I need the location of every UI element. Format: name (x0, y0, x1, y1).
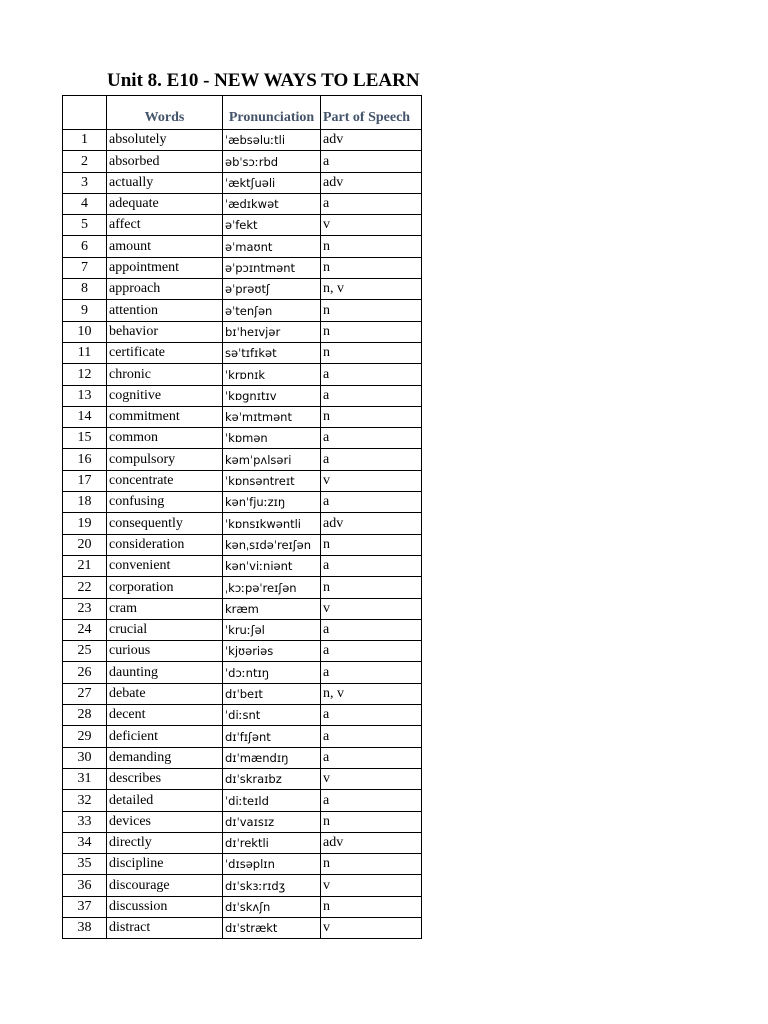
row-word: directly (107, 832, 223, 853)
row-number: 20 (63, 534, 107, 555)
row-word: cognitive (107, 385, 223, 406)
table-row (63, 385, 422, 406)
table-row (63, 236, 422, 257)
row-number: 26 (63, 662, 107, 683)
row-word: commitment (107, 406, 223, 427)
table-row (63, 896, 422, 917)
row-part-of-speech: n (321, 811, 422, 832)
table-row (63, 279, 422, 300)
row-number: 23 (63, 598, 107, 619)
row-part-of-speech: n (321, 342, 422, 363)
table-row (63, 641, 422, 662)
row-number: 37 (63, 896, 107, 917)
row-pronunciation: dɪˈskɜːrɪdʒ (223, 875, 321, 896)
row-number: 10 (63, 321, 107, 342)
table-row (63, 534, 422, 555)
table-row (63, 790, 422, 811)
row-part-of-speech: a (321, 385, 422, 406)
row-word: curious (107, 641, 223, 662)
row-part-of-speech: v (321, 917, 422, 938)
row-number: 38 (63, 917, 107, 938)
row-word: deficient (107, 726, 223, 747)
row-number: 3 (63, 172, 107, 193)
row-word: chronic (107, 364, 223, 385)
table-row (63, 470, 422, 491)
row-number: 21 (63, 555, 107, 576)
row-pronunciation: ˈkɒgnɪtɪv (223, 385, 321, 406)
row-word: consideration (107, 534, 223, 555)
row-word: approach (107, 279, 223, 300)
row-word: certificate (107, 342, 223, 363)
header-part-of-speech: Part of Speech (321, 96, 422, 130)
row-pronunciation: kəˈmɪtmənt (223, 406, 321, 427)
row-word: detailed (107, 790, 223, 811)
row-word: discussion (107, 896, 223, 917)
row-word: discourage (107, 875, 223, 896)
row-pronunciation: dɪˈstrækt (223, 917, 321, 938)
row-part-of-speech: n (321, 896, 422, 917)
table-row (63, 662, 422, 683)
row-number: 24 (63, 619, 107, 640)
row-part-of-speech: a (321, 364, 422, 385)
row-part-of-speech: v (321, 470, 422, 491)
row-part-of-speech: n (321, 577, 422, 598)
row-pronunciation: kənˌsɪdəˈreɪʃən (223, 534, 321, 555)
row-number: 32 (63, 790, 107, 811)
row-number: 30 (63, 747, 107, 768)
header-pronunciation: Pronunciation (223, 96, 321, 130)
row-pronunciation: səˈtɪfɪkət (223, 342, 321, 363)
table-row (63, 875, 422, 896)
row-word: confusing (107, 492, 223, 513)
row-part-of-speech: a (321, 790, 422, 811)
row-number: 6 (63, 236, 107, 257)
row-word: compulsory (107, 449, 223, 470)
row-pronunciation: bɪˈheɪvjər (223, 321, 321, 342)
row-pronunciation: ˈkruːʃəl (223, 619, 321, 640)
row-part-of-speech: n (321, 854, 422, 875)
row-number: 1 (63, 130, 107, 151)
row-pronunciation: ˈdɪsəplɪn (223, 854, 321, 875)
row-pronunciation: əbˈsɔːrbd (223, 151, 321, 172)
row-part-of-speech: n (321, 321, 422, 342)
row-number: 2 (63, 151, 107, 172)
table-row (63, 172, 422, 193)
row-word: amount (107, 236, 223, 257)
row-part-of-speech: n (321, 300, 422, 321)
document-title: Unit 8. E10 - NEW WAYS TO LEARN (107, 70, 420, 91)
table-row (63, 215, 422, 236)
table-row (63, 555, 422, 576)
row-word: demanding (107, 747, 223, 768)
row-part-of-speech: a (321, 555, 422, 576)
table-row (63, 193, 422, 214)
table-row (63, 428, 422, 449)
row-word: crucial (107, 619, 223, 640)
row-number: 33 (63, 811, 107, 832)
row-number: 17 (63, 470, 107, 491)
table-row (63, 619, 422, 640)
row-pronunciation: ˈkrɒnɪk (223, 364, 321, 385)
row-pronunciation: ˈkɒnsɪkwəntli (223, 513, 321, 534)
row-part-of-speech: adv (321, 130, 422, 151)
row-pronunciation: kræm (223, 598, 321, 619)
row-word: common (107, 428, 223, 449)
row-word: attention (107, 300, 223, 321)
row-pronunciation: dɪˈskraɪbz (223, 768, 321, 789)
row-number: 25 (63, 641, 107, 662)
vocabulary-table (62, 95, 422, 939)
row-number: 35 (63, 854, 107, 875)
row-part-of-speech: n, v (321, 683, 422, 704)
table-row (63, 406, 422, 427)
row-pronunciation: ˌkɔːpəˈreɪʃən (223, 577, 321, 598)
row-number: 18 (63, 492, 107, 513)
row-number: 19 (63, 513, 107, 534)
row-word: absorbed (107, 151, 223, 172)
table-row (63, 321, 422, 342)
row-pronunciation: əˈmaʊnt (223, 236, 321, 257)
row-number: 8 (63, 279, 107, 300)
row-word: decent (107, 705, 223, 726)
row-pronunciation: əˈtenʃən (223, 300, 321, 321)
table-row (63, 513, 422, 534)
row-number: 15 (63, 428, 107, 449)
row-part-of-speech: adv (321, 172, 422, 193)
row-pronunciation: dɪˈrektli (223, 832, 321, 853)
row-number: 9 (63, 300, 107, 321)
row-part-of-speech: a (321, 492, 422, 513)
header-number (63, 96, 107, 130)
header-words: Words (107, 96, 223, 130)
row-part-of-speech: a (321, 747, 422, 768)
table-row (63, 300, 422, 321)
row-word: debate (107, 683, 223, 704)
row-number: 13 (63, 385, 107, 406)
row-word: convenient (107, 555, 223, 576)
table-row (63, 811, 422, 832)
row-number: 34 (63, 832, 107, 853)
row-pronunciation: əˈpɔɪntmənt (223, 257, 321, 278)
row-word: corporation (107, 577, 223, 598)
row-pronunciation: dɪˈskʌʃn (223, 896, 321, 917)
table-row (63, 726, 422, 747)
row-number: 4 (63, 193, 107, 214)
row-word: distract (107, 917, 223, 938)
row-pronunciation: ˈdiːsnt (223, 705, 321, 726)
row-word: daunting (107, 662, 223, 683)
row-part-of-speech: v (321, 598, 422, 619)
row-pronunciation: dɪˈvaɪsɪz (223, 811, 321, 832)
row-part-of-speech: a (321, 193, 422, 214)
row-pronunciation: ˈæbsəluːtli (223, 130, 321, 151)
row-word: consequently (107, 513, 223, 534)
table-row (63, 364, 422, 385)
row-number: 27 (63, 683, 107, 704)
table-row (63, 449, 422, 470)
row-pronunciation: kənˈviːniənt (223, 555, 321, 576)
row-part-of-speech: a (321, 151, 422, 172)
row-part-of-speech: a (321, 449, 422, 470)
row-number: 11 (63, 342, 107, 363)
row-number: 31 (63, 768, 107, 789)
row-number: 7 (63, 257, 107, 278)
row-part-of-speech: a (321, 619, 422, 640)
table-row (63, 130, 422, 151)
row-number: 29 (63, 726, 107, 747)
row-word: concentrate (107, 470, 223, 491)
row-number: 22 (63, 577, 107, 598)
table-row (63, 151, 422, 172)
row-pronunciation: əˈfekt (223, 215, 321, 236)
row-number: 28 (63, 705, 107, 726)
row-pronunciation: ˈdiːteɪld (223, 790, 321, 811)
table-row (63, 747, 422, 768)
row-part-of-speech: a (321, 662, 422, 683)
table-row (63, 342, 422, 363)
row-pronunciation: ˈædɪkwət (223, 193, 321, 214)
row-word: actually (107, 172, 223, 193)
row-part-of-speech: n (321, 257, 422, 278)
row-pronunciation: dɪˈfɪʃənt (223, 726, 321, 747)
row-part-of-speech: v (321, 215, 422, 236)
table-row (63, 577, 422, 598)
row-number: 12 (63, 364, 107, 385)
row-word: adequate (107, 193, 223, 214)
row-part-of-speech: v (321, 768, 422, 789)
table-row (63, 832, 422, 853)
table-row (63, 854, 422, 875)
row-word: behavior (107, 321, 223, 342)
row-pronunciation: dɪˈbeɪt (223, 683, 321, 704)
row-word: discipline (107, 854, 223, 875)
row-part-of-speech: adv (321, 513, 422, 534)
row-part-of-speech: v (321, 875, 422, 896)
row-pronunciation: kəmˈpʌlsəri (223, 449, 321, 470)
row-pronunciation: əˈprəʊtʃ (223, 279, 321, 300)
row-pronunciation: ˈæktʃuəli (223, 172, 321, 193)
row-word: cram (107, 598, 223, 619)
row-part-of-speech: a (321, 428, 422, 449)
row-part-of-speech: n, v (321, 279, 422, 300)
row-word: appointment (107, 257, 223, 278)
row-pronunciation: ˈkjʊəriəs (223, 641, 321, 662)
table-row (63, 683, 422, 704)
row-pronunciation: ˈkɒnsəntreɪt (223, 470, 321, 491)
row-number: 16 (63, 449, 107, 470)
row-word: affect (107, 215, 223, 236)
table-row (63, 917, 422, 938)
row-part-of-speech: a (321, 726, 422, 747)
table-row (63, 705, 422, 726)
row-word: describes (107, 768, 223, 789)
row-part-of-speech: n (321, 236, 422, 257)
row-part-of-speech: n (321, 534, 422, 555)
row-pronunciation: dɪˈmændɪŋ (223, 747, 321, 768)
row-pronunciation: ˈdɔːntɪŋ (223, 662, 321, 683)
row-word: devices (107, 811, 223, 832)
row-part-of-speech: adv (321, 832, 422, 853)
row-pronunciation: ˈkɒmən (223, 428, 321, 449)
table-row (63, 257, 422, 278)
table-header-row (63, 96, 422, 130)
row-number: 14 (63, 406, 107, 427)
table-row (63, 492, 422, 513)
table-row (63, 598, 422, 619)
row-number: 5 (63, 215, 107, 236)
row-pronunciation: kənˈfjuːzɪŋ (223, 492, 321, 513)
row-part-of-speech: a (321, 641, 422, 662)
row-part-of-speech: n (321, 406, 422, 427)
row-number: 36 (63, 875, 107, 896)
table-row (63, 768, 422, 789)
table-body (63, 130, 422, 939)
row-word: absolutely (107, 130, 223, 151)
row-part-of-speech: a (321, 705, 422, 726)
